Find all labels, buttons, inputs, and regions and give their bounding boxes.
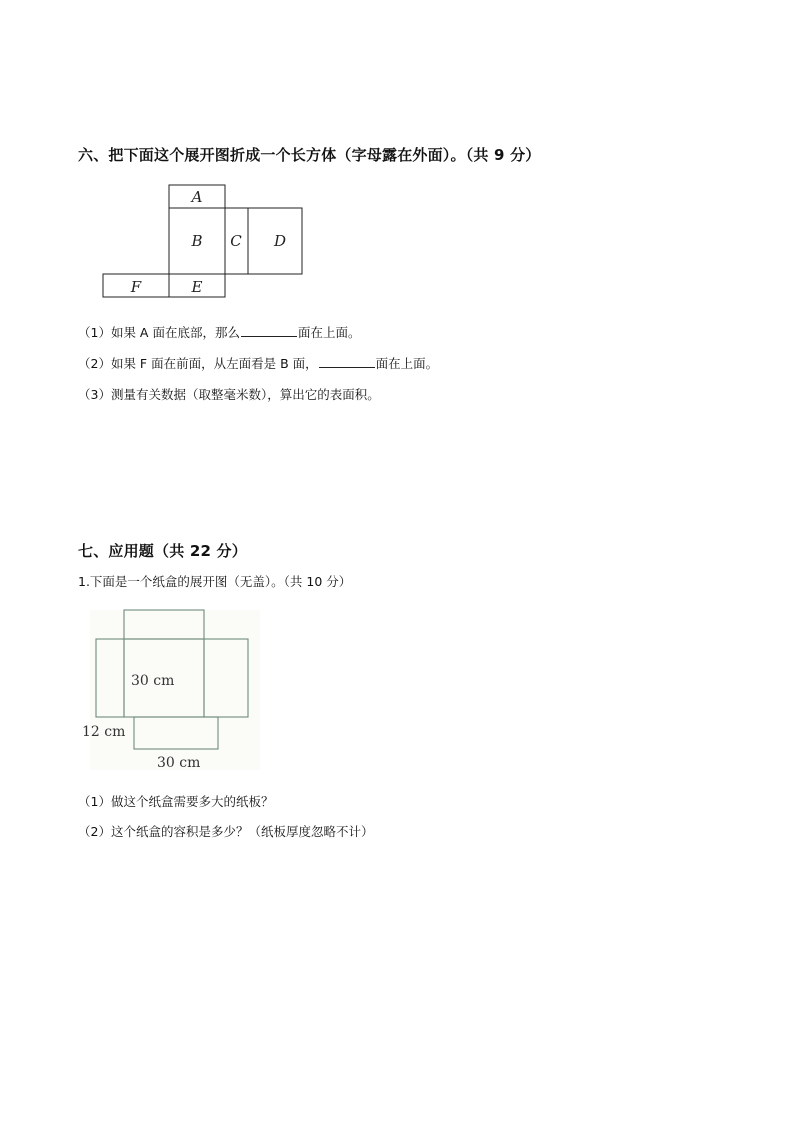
net-label-e: E bbox=[191, 278, 203, 296]
cuboid-net-diagram bbox=[0, 0, 794, 320]
problem-7-1: 1.下面是一个纸盒的展开图（无盖）。（共 10 分） bbox=[78, 574, 352, 589]
label-length-inner: 30 cm bbox=[131, 673, 175, 689]
label-height: 12 cm bbox=[82, 724, 126, 740]
net-label-c: C bbox=[230, 232, 242, 250]
question-6-3: （3）测量有关数据（取整毫米数），算出它的表面积。 bbox=[78, 387, 380, 402]
net-label-b: B bbox=[191, 232, 203, 250]
question-6-2-text: （2）如果 F 面在前面，从左面看是 B 面， bbox=[78, 356, 318, 371]
scan-background bbox=[90, 610, 260, 770]
question-6-1-suffix: 面在上面。 bbox=[297, 325, 361, 340]
question-6-1-text: （1）如果 A 面在底部，那么 bbox=[78, 325, 240, 340]
question-6-2 bbox=[78, 354, 438, 372]
net-label-d: D bbox=[273, 232, 287, 250]
open-box-net-diagram bbox=[0, 600, 794, 780]
question-6-2-suffix: 面在上面。 bbox=[375, 356, 439, 371]
section-seven-heading: 七、应用题（共 22 分） bbox=[78, 542, 247, 560]
answer-blank-6-2[interactable] bbox=[319, 355, 375, 368]
section-six-heading: 六、把下面这个展开图折成一个长方体（字母露在外面）。（共 9 分） bbox=[78, 146, 541, 164]
question-7-1-1: （1）做这个纸盒需要多大的纸板？ bbox=[78, 794, 274, 809]
label-length-bottom: 30 cm bbox=[157, 755, 201, 771]
question-6-1 bbox=[78, 323, 360, 341]
answer-blank-6-1[interactable] bbox=[241, 324, 297, 337]
net-label-f: F bbox=[130, 278, 142, 296]
question-7-1-2: （2）这个纸盒的容积是多少？（纸板厚度忽略不计） bbox=[78, 824, 374, 839]
net-label-a: A bbox=[191, 188, 203, 206]
